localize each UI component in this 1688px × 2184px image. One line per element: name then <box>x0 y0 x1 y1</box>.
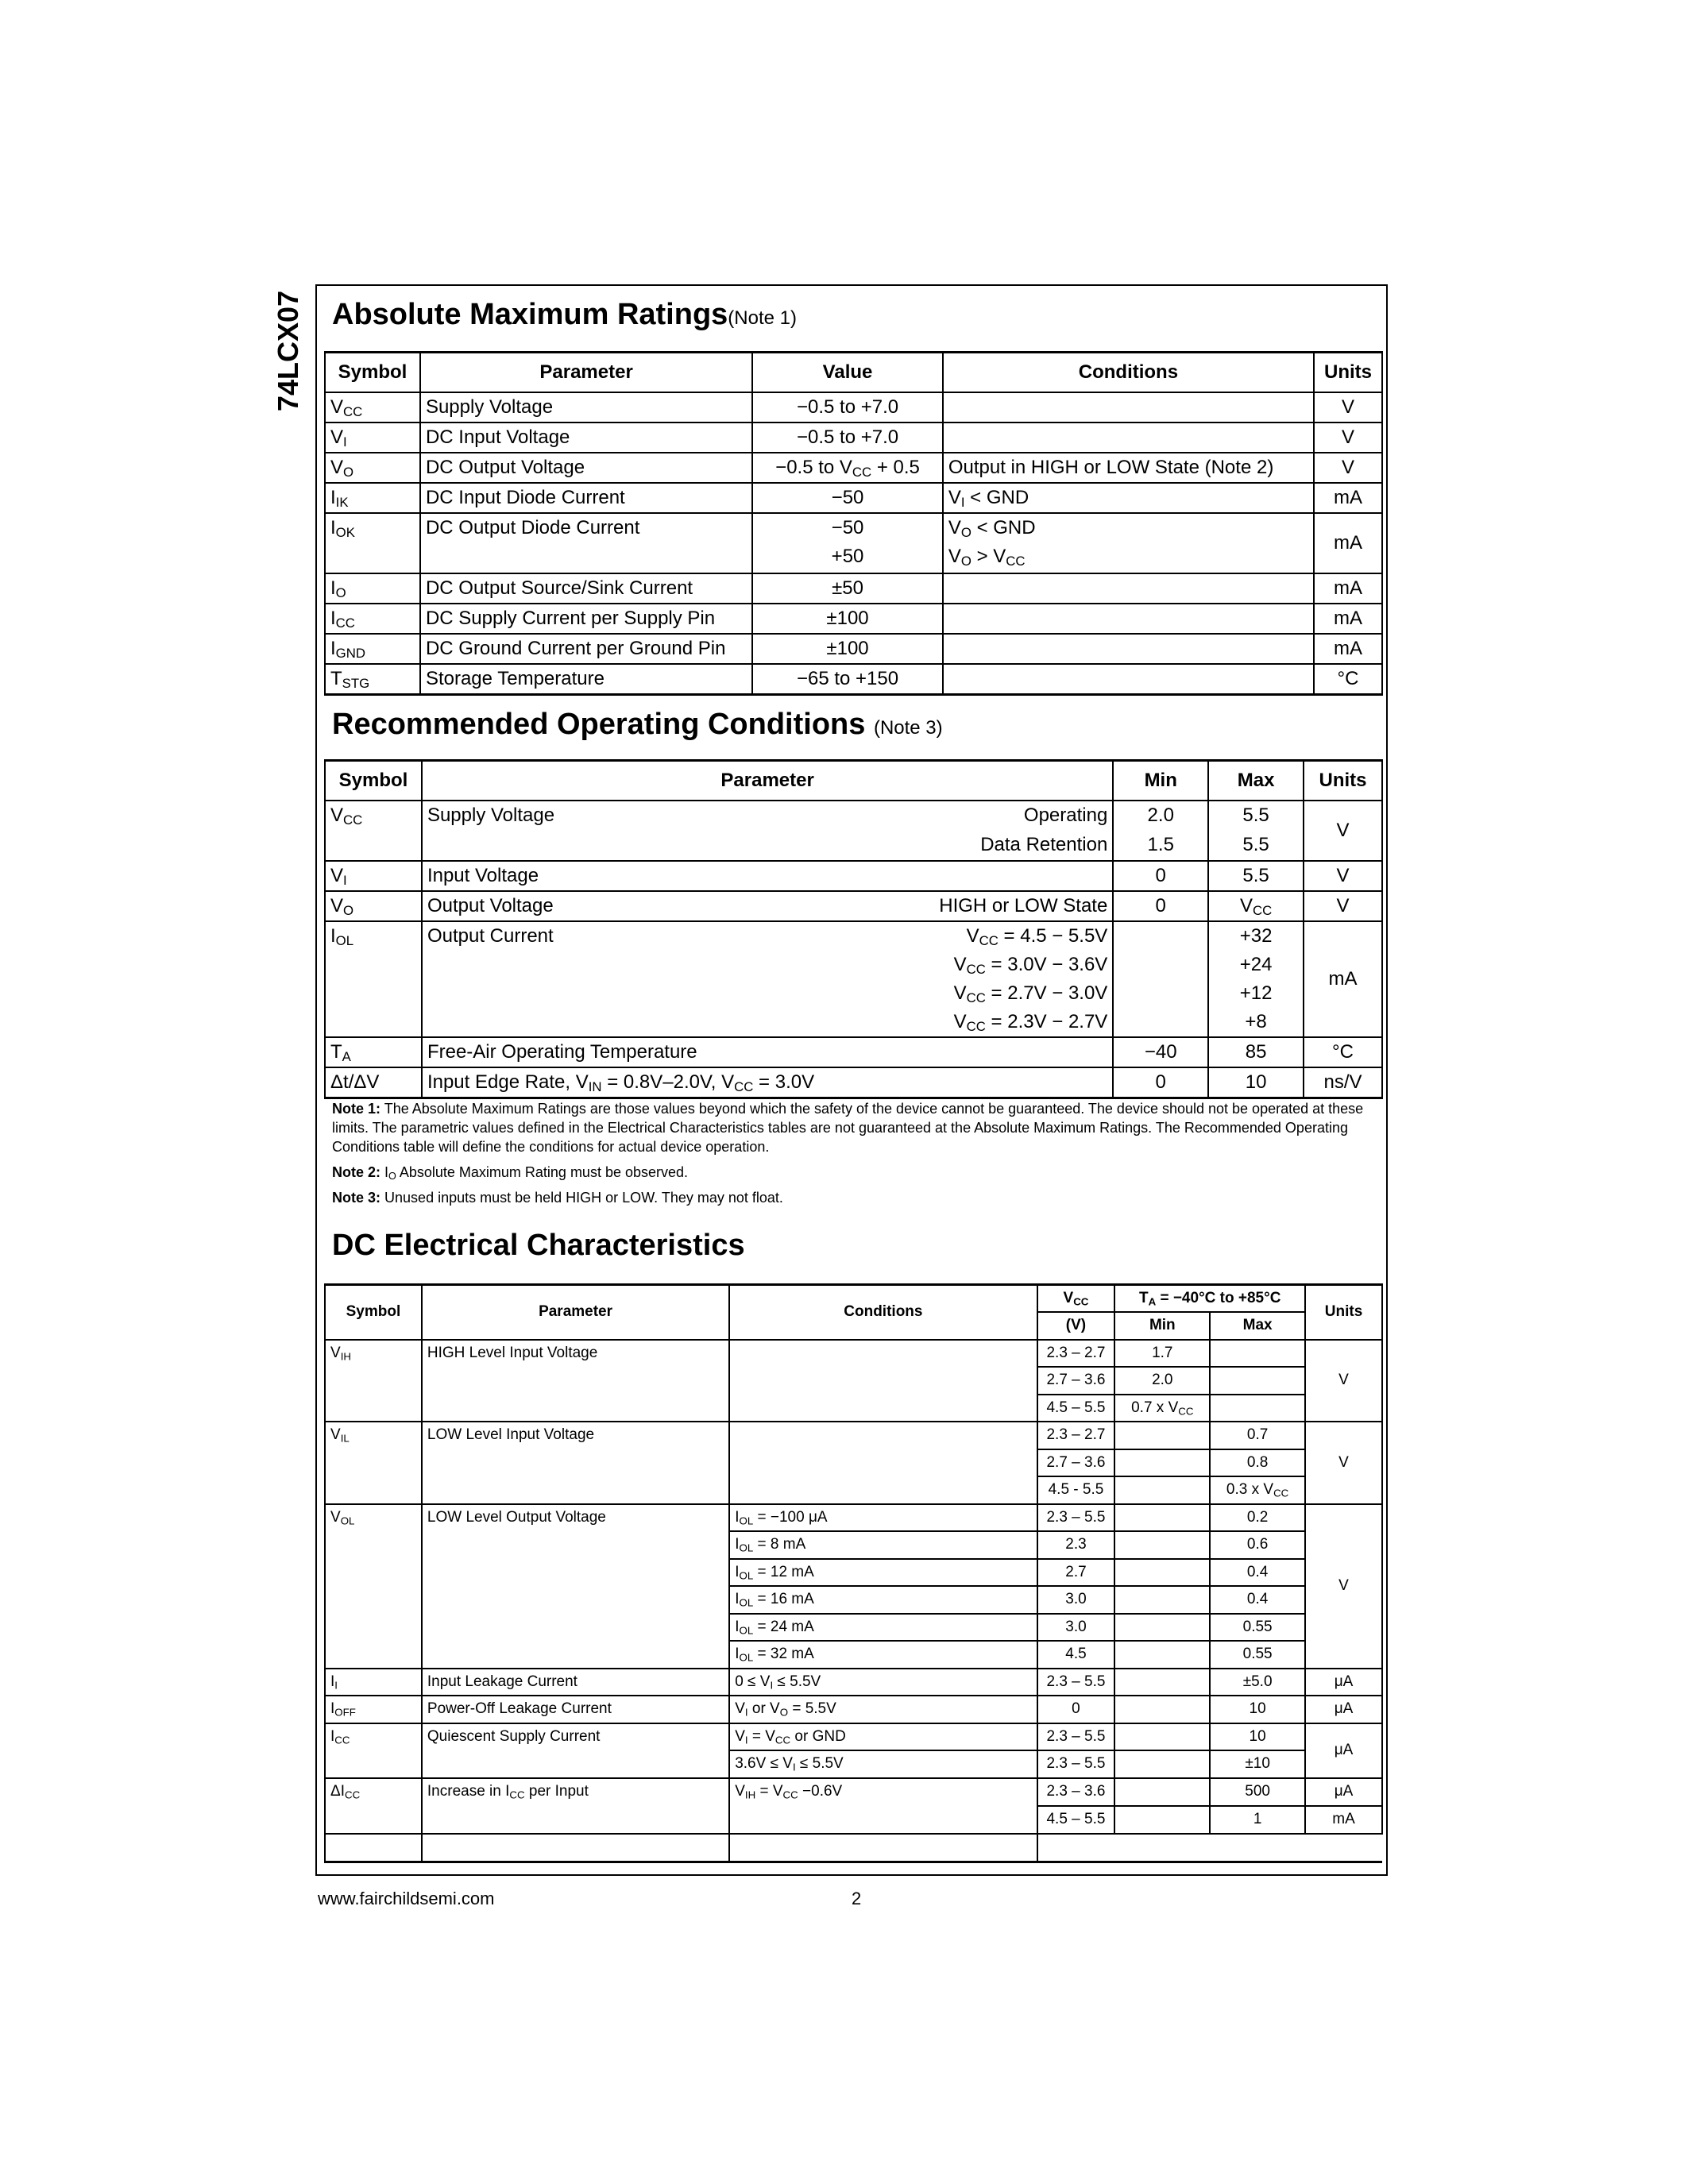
page-number: 2 <box>852 1889 862 1908</box>
amr-row-iok: $I_{OK}$ DC Output Diode Current −50 +50 $V_O$ < GND $V_O > V_{CC}$ mA <box>325 513 1382 573</box>
amr-h-symbol: Symbol <box>325 353 420 392</box>
amr-row-vi: $V_I$ DC Input Voltage −0.5 to +7.0 V <box>325 423 1382 453</box>
dc-row-vil: $V_{IL}$ LOW Level Input Voltage 2.3 – 2.7 0.7 V <box>325 1422 1382 1449</box>
dc-h-ta: $T_A = -40^\circ C$ to +85°C <box>1114 1285 1305 1313</box>
amr-h-parameter: Parameter <box>420 353 752 392</box>
amr-h-conditions: Conditions <box>943 353 1314 392</box>
amr-row-io: $I_O$ DC Output Source/Sink Current ±50 mA <box>325 573 1382 604</box>
dc-section <box>318 1226 1386 1827</box>
roc-row-ta: $T_A$ Free-Air Operating Temperature −40 85 °C <box>325 1037 1382 1067</box>
amr-header-row <box>325 353 1382 392</box>
dc-row-icc: $I_{CC}$ Quiescent Supply Current $V_I = V_{CC}$ or GND 2.3 – 5.5 10 μA <box>325 1723 1382 1751</box>
dc-row-ii: $I_I$ Input Leakage Current $0 \le V_I \le 5.5V$ 2.3 – 5.5 ±5.0 μA <box>325 1669 1382 1696</box>
dc-row-vol-3: $I_{OL} = 12$ mA 2.7 0.4 <box>325 1559 1382 1587</box>
amr-row-vcc: $V_{CC}$ Supply Voltage −0.5 to +7.0 V <box>325 392 1382 423</box>
amr-row-ignd: $I_{GND}$ DC Ground Current per Ground Pin ±100 mA <box>325 634 1382 664</box>
dc-title: DC Electrical Characteristics <box>332 1229 745 1262</box>
roc-h-min: Min <box>1113 761 1208 801</box>
dc-row-dicc-2: 4.5 – 5.5 1 mA <box>325 1806 1382 1834</box>
dc-row-vih: $V_{IH}$ HIGH Level Input Voltage 2.3 – 2.7 1.7 V <box>325 1340 1382 1368</box>
footer-url[interactable]: www.fairchildsemi.com <box>318 1889 495 1908</box>
note-1: Note 1: The Absolute Maximum Ratings are those values beyond which the safety of the device cannot be guaranteed. The device should not be operated at these limits. The parametric values defined in the Electrical Characteristics tables are not guaranteed at the Absolute Maximum Ratings. The Recommended Operating Conditions table will define the conditions for actual device operation. <box>332 1101 1364 1155</box>
dc-row-vol-6: $I_{OL} = 32$ mA 4.5 0.55 <box>325 1641 1382 1669</box>
dc-row-vol-2: $I_{OL} = 8$ mA 2.3 0.6 <box>325 1531 1382 1559</box>
dc-h-min: Min <box>1114 1312 1210 1340</box>
roc-h-units: Units <box>1304 761 1382 801</box>
dc-row-icc-2: $3.6V \le V_I \le 5.5V$ 2.3 – 5.5 ±10 <box>325 1750 1382 1778</box>
dc-row-spacer <box>325 1834 1382 1862</box>
dc-row-vol: $V_{OL}$ LOW Level Output Voltage $I_{OL} = -100$ μA 2.3 – 5.5 0.2 V <box>325 1504 1382 1532</box>
amr-h-value: Value <box>752 353 943 392</box>
dc-row-ioff: $I_{OFF}$ Power-Off Leakage Current $V_I$ or $V_O = 5.5V$ 0 10 μA <box>325 1696 1382 1723</box>
note-2: Note 2: $I_O$ Absolute Maximum Rating must be observed. <box>332 1164 689 1183</box>
amr-title: Absolute Maximum Ratings(Note 1) <box>332 298 797 331</box>
dc-row-vol-5: $I_{OL} = 24$ mA 3.0 0.55 <box>325 1614 1382 1642</box>
dc-h-parameter: Parameter <box>422 1285 729 1340</box>
roc-h-symbol: Symbol <box>325 761 422 801</box>
roc-section <box>318 705 1386 1094</box>
roc-h-max: Max <box>1208 761 1304 801</box>
dc-h-vcc-unit: (V) <box>1037 1312 1115 1340</box>
dc-h-symbol: Symbol <box>325 1285 422 1340</box>
dc-h-max: Max <box>1210 1312 1305 1340</box>
roc-table <box>324 759 1383 1099</box>
roc-row-vcc-retention: Data Retention 1.5 5.5 <box>325 831 1382 861</box>
roc-h-parameter: Parameter <box>422 761 1113 801</box>
dc-h-conditions: Conditions <box>729 1285 1037 1340</box>
roc-row-vo: $V_O$ Output Voltage HIGH or LOW State 0 $V_{CC}$ V <box>325 891 1382 921</box>
roc-row-vi: $V_I$ Input Voltage 0 5.5 V <box>325 861 1382 891</box>
amr-section <box>318 295 1386 691</box>
dc-h-vcc: $V_{CC}$ <box>1037 1285 1115 1313</box>
amr-table <box>324 351 1383 696</box>
roc-title: Recommended Operating Conditions (Note 3) <box>332 708 943 741</box>
amr-row-icc: $I_{CC}$ DC Supply Current per Supply Pin ±100 mA <box>325 604 1382 634</box>
part-number-vertical: 74LCX07 <box>272 290 304 411</box>
roc-row-iol: $I_{OL}$ Output Current $V_{CC} = 4.5 - 5.5V$ $V_{CC} = 3.0V - 3.6V$ $V_{CC} = 2.7V - 3.0V$ $V_{CC} = 2.3V - 2.7V$ +32 +24 +12 +8 mA <box>325 921 1382 1037</box>
roc-row-vcc: $V_{CC}$ Supply Voltage Operating 2.0 5.5 V <box>325 801 1382 831</box>
dc-row-vil-2: 2.7 – 3.6 0.8 <box>325 1449 1382 1477</box>
roc-header-row <box>325 761 1382 801</box>
dc-row-vol-4: $I_{OL} = 16$ mA 3.0 0.4 <box>325 1586 1382 1614</box>
amr-row-iik: $I_{IK}$ DC Input Diode Current −50 $V_I$ < GND mA <box>325 483 1382 513</box>
dc-row-vil-3: 4.5 - 5.5 0.3 x $V_{CC}$ <box>325 1476 1382 1504</box>
notes <box>332 1099 1373 1214</box>
dc-row-vih-2: 2.7 – 3.6 2.0 <box>325 1367 1382 1395</box>
dc-row-dicc: $\Delta I_{CC}$ Increase in $I_{CC}$ per Input $V_{IH} = V_{CC} -0.6V$ 2.3 – 3.6 500 μA <box>325 1778 1382 1806</box>
note-3: Note 3: Unused inputs must be held HIGH or LOW. They may not float. <box>332 1190 783 1206</box>
amr-row-vo: $V_O$ DC Output Voltage −0.5 to $V_{CC} + 0.5$ Output in HIGH or LOW State (Note 2) V <box>325 453 1382 483</box>
roc-row-dtdv: Δt/ΔV Input Edge Rate, $V_{IN} = 0.8V-2.0V$, $V_{CC} = 3.0V$ 0 10 ns/V <box>325 1067 1382 1098</box>
amr-row-tstg: $T_{STG}$ Storage Temperature −65 to +150 °C <box>325 664 1382 695</box>
dc-header-row-1 <box>325 1285 1382 1313</box>
dc-h-units: Units <box>1305 1285 1382 1340</box>
amr-h-units: Units <box>1314 353 1382 392</box>
dc-table <box>324 1283 1383 1863</box>
dc-row-vih-3: 4.5 – 5.5 0.7 x $V_{CC}$ <box>325 1395 1382 1422</box>
